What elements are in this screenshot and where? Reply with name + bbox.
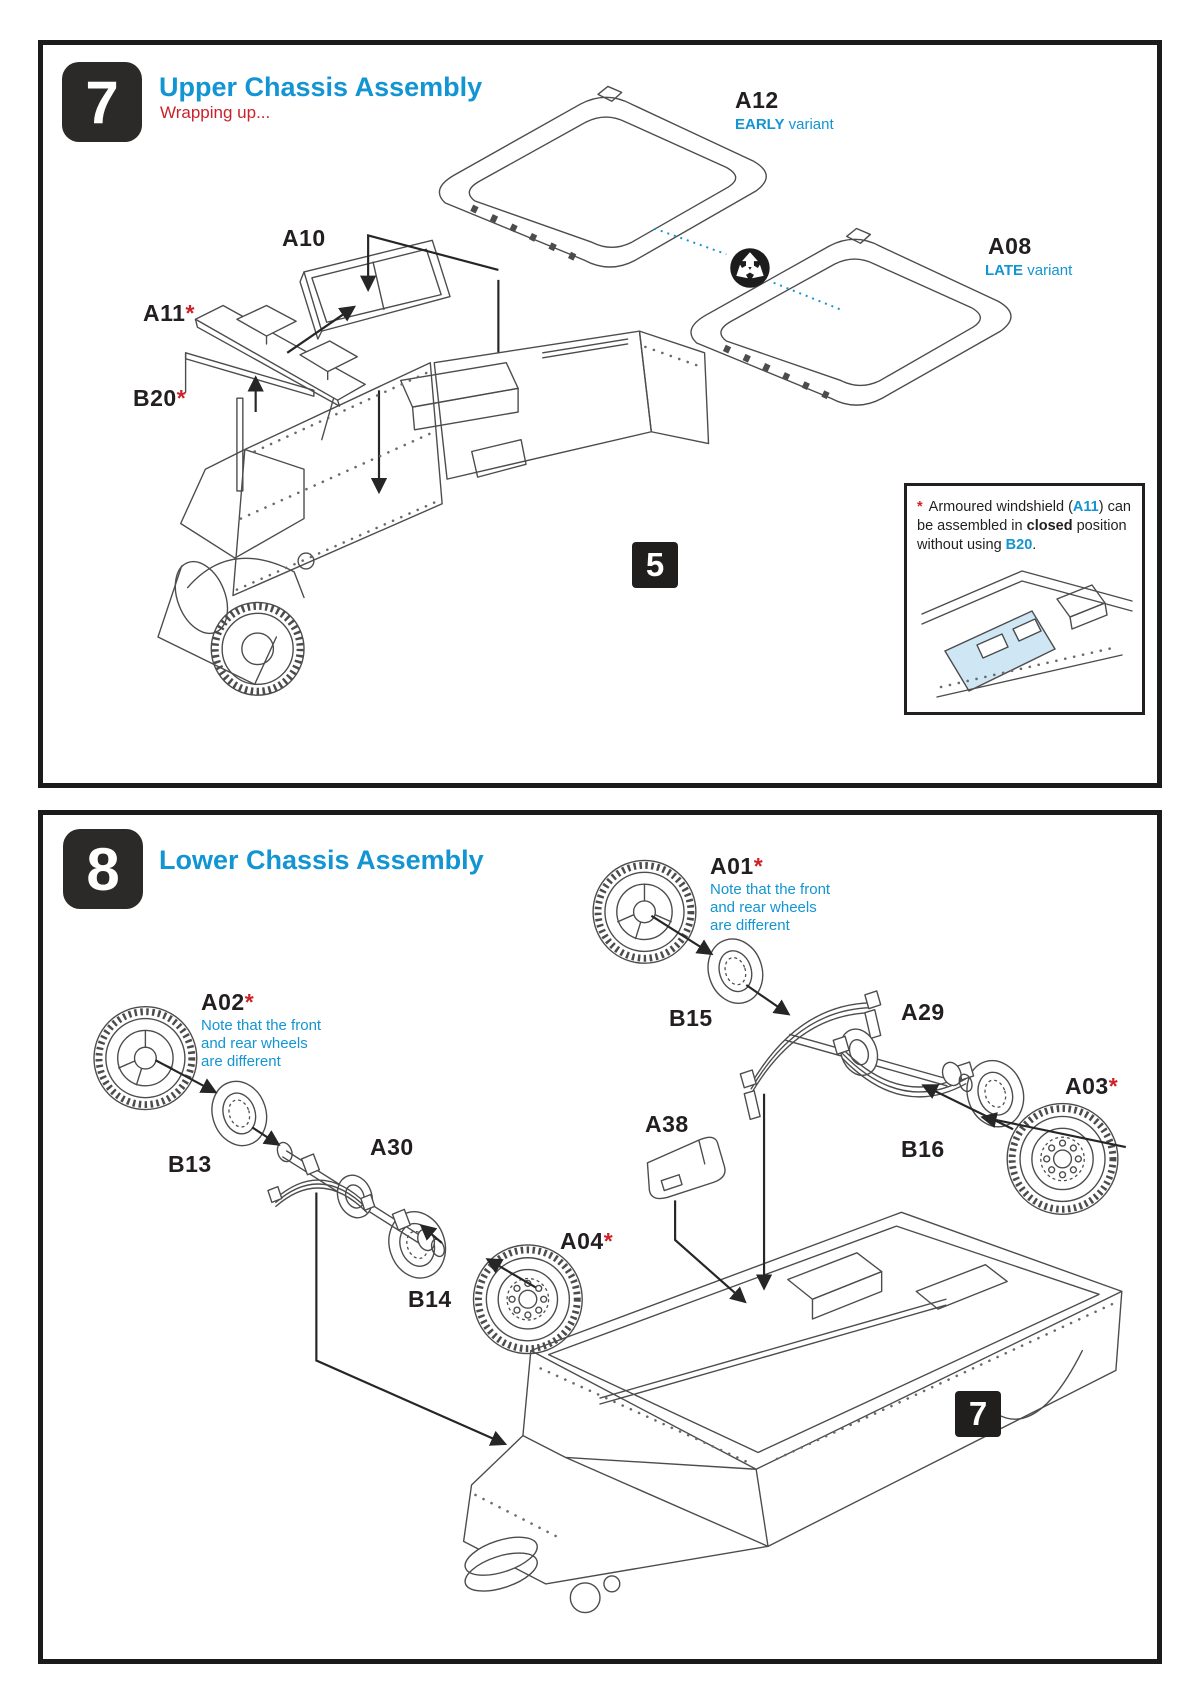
step-subtitle: Wrapping up... [160,103,271,122]
wheel-note-a01 [710,881,830,935]
part-a12-roof-frame [439,86,766,267]
step-title: Upper Chassis Assembly [159,72,483,102]
part-b13-hub [204,1074,275,1153]
variant-note-a08 [985,262,1072,279]
part-label-a11 [143,300,195,327]
part-id: B13 [168,1151,212,1177]
part-label-a12 [735,87,779,114]
part-id: A03 [1065,1073,1109,1099]
variant-rest: variant [1023,262,1073,279]
variant-bold: EARLY [735,116,785,133]
part-label-a30 [370,1134,414,1161]
step8-panel [38,810,1162,1664]
part-asterisk: * [603,1228,614,1254]
part-label-a02 [201,989,254,1016]
windshield-note-text [907,486,1142,559]
note-emphasis: closed [1026,518,1073,534]
part-id: A12 [735,87,779,113]
part-a30-front-axle [268,1140,447,1258]
part-id: A02 [201,989,245,1015]
note-segment: ) can be assembled in [917,499,1131,534]
part-id: A29 [901,999,945,1025]
note-segment: position without using [917,518,1127,553]
part-label-a10 [282,225,326,252]
wheel-note-line: and rear wheels [710,899,817,916]
part-label-b20 [133,385,186,412]
part-id: A30 [370,1134,414,1160]
part-label-b15 [669,1005,713,1032]
variant-swap-icon [730,248,769,287]
windshield-note-box [904,483,1145,715]
part-label-a03 [1065,1073,1118,1100]
part-id: B15 [669,1005,713,1031]
part-label-b16 [901,1136,945,1163]
step-number-badge [63,829,143,909]
part-asterisk: * [753,853,764,879]
note-part-ref-b20: B20 [1005,537,1033,553]
part-id: A11 [143,300,186,326]
scout-car-body-illustration [158,331,709,695]
note-asterisk: * [917,499,923,515]
wheel-note-line: Note that the front [201,1017,322,1034]
variant-bold: LATE [985,262,1024,279]
step7-panel [38,40,1162,788]
step-number-badge [62,62,142,142]
step-number: 7 [85,68,119,136]
figure-ref-number: 5 [645,546,665,583]
part-id: A01 [710,853,754,879]
part-a01-rear-wheel [593,860,696,963]
closed-windshield-illustration [907,559,1142,704]
part-asterisk: * [176,385,187,411]
part-label-a29 [901,999,945,1026]
part-label-a01 [710,853,763,880]
part-id: A38 [645,1111,689,1137]
part-label-b14 [408,1286,452,1313]
part-a03-front-wheel [1007,1104,1118,1215]
part-a38-seat [647,1137,725,1198]
part-a11-armoured-windshield [195,305,365,406]
wheel-note-line: and rear wheels [201,1035,308,1052]
step-title: Lower Chassis Assembly [159,845,484,875]
part-label-a38 [645,1111,689,1138]
variant-link-line-right [774,283,843,311]
part-asterisk: * [185,300,195,326]
variant-note-a12 [735,116,834,133]
variant-rest: variant [784,116,834,133]
part-asterisk: * [244,989,255,1015]
part-id: A08 [988,233,1032,259]
part-asterisk: * [1108,1073,1119,1099]
part-label-a08 [988,233,1032,260]
part-id: A04 [560,1228,604,1254]
figure-ref-number: 7 [968,1395,988,1432]
variant-link-line-left [654,229,726,255]
part-b15-hub [700,932,771,1011]
part-a02-rear-wheel [94,1007,197,1110]
part-id: B16 [901,1136,945,1162]
wheel-note-line: are different [710,917,790,934]
wheel-note-a02 [201,1017,321,1071]
figure-ref-badge [632,542,678,588]
figure-ref-badge [955,1391,1001,1437]
wheel-note-line: Note that the front [710,881,831,898]
part-label-b13 [168,1151,212,1178]
step-number: 8 [86,835,120,903]
part-a10-windshield-frame [300,240,450,339]
part-id: B14 [408,1286,452,1312]
note-segment: . [1032,537,1037,553]
part-id: A10 [282,225,326,251]
part-label-a04 [560,1228,613,1255]
note-part-ref-a11: A11 [1072,499,1099,515]
part-id: B20 [133,385,177,411]
wheel-note-line: are different [201,1053,281,1070]
note-segment: Armoured windshield ( [928,499,1073,515]
